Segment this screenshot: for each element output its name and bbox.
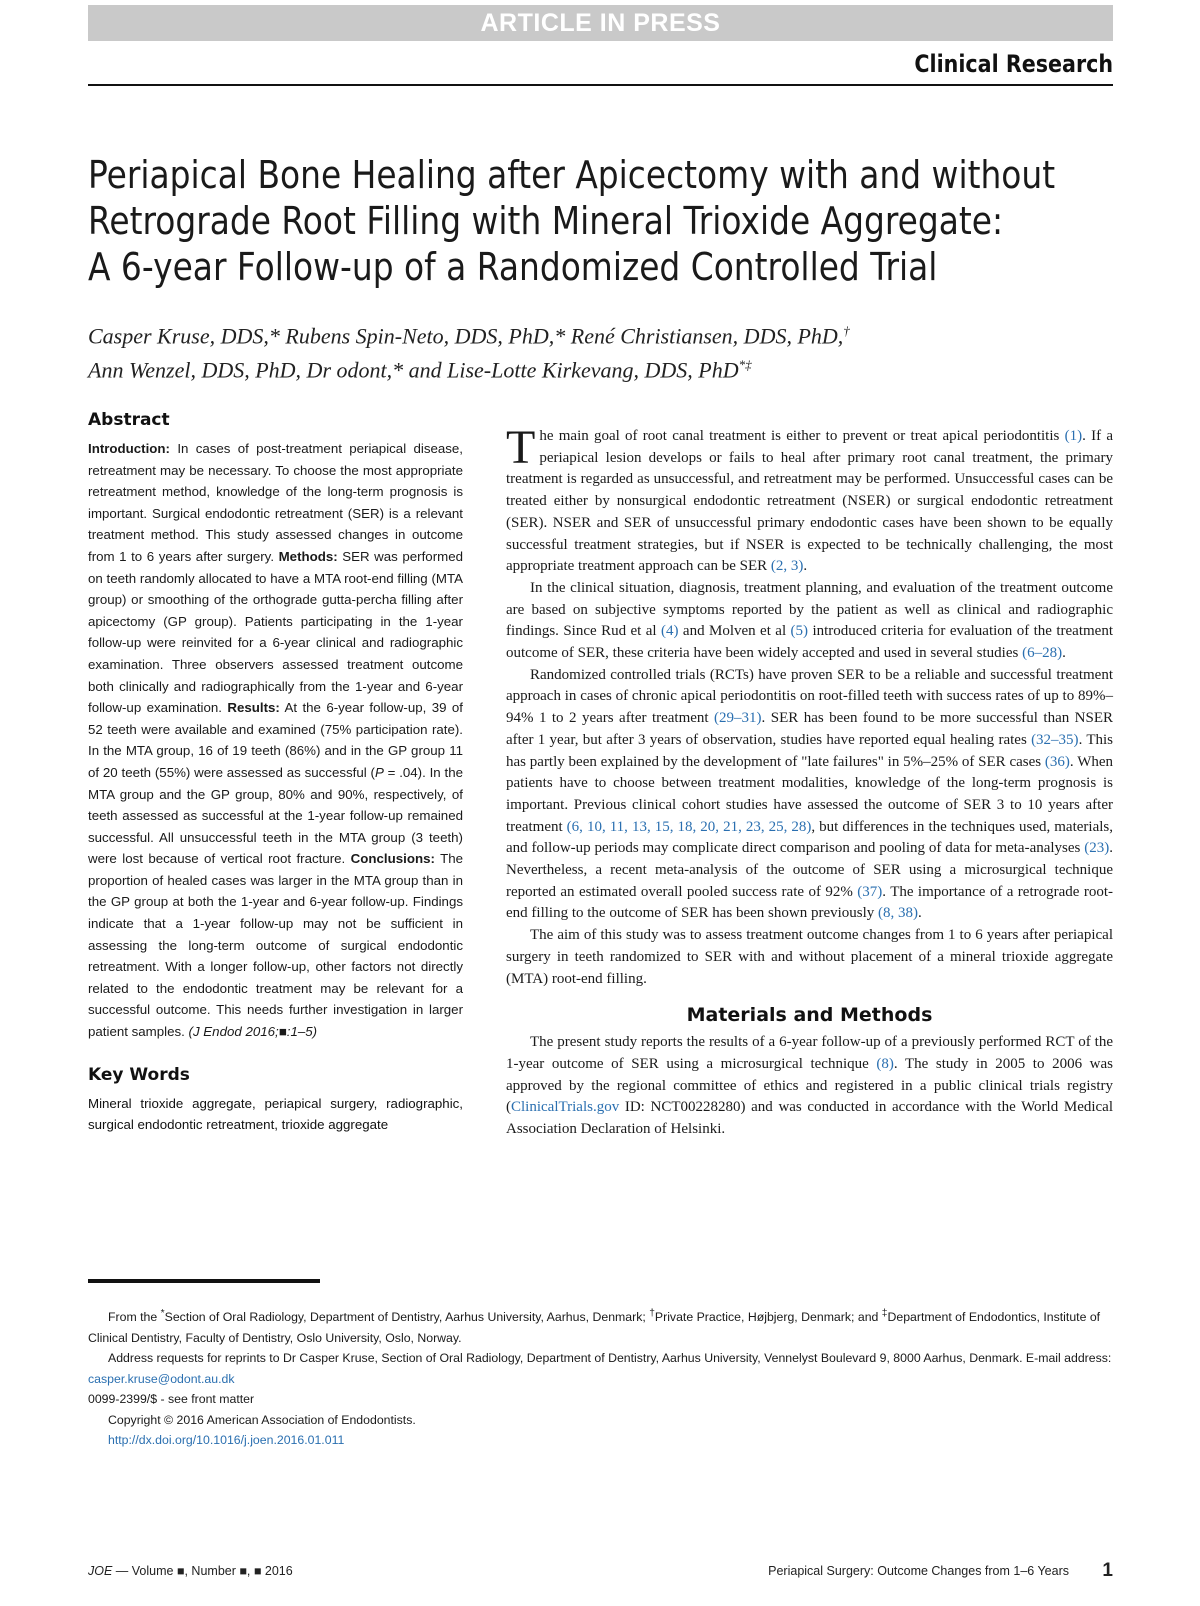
citation-link[interactable]: (1) xyxy=(1064,428,1083,444)
body-paragraph-2: In the clinical situation, diagnosis, treatment planning, and evaluation of the treatment outcome are based on subjective symptoms reported by the patient as well as clinical and radiographic findings. Since Rud et al (4) and Molven et al (5) introduced criteria for evaluation of the treatment outcome of SER, these criteria have been widely accepted and used in several studies (6–28). xyxy=(506,579,1113,662)
text: Private Practice, Højbjerg, Denmark; and xyxy=(654,1310,882,1325)
citation-link[interactable]: (4) xyxy=(660,623,679,640)
abstract-heading: Abstract xyxy=(88,410,170,430)
page-footer xyxy=(88,1560,1113,1584)
abstract-intro-label: Introduction: xyxy=(88,441,170,456)
clinicaltrials-link[interactable]: ClinicalTrials.gov xyxy=(511,1099,620,1116)
address-note xyxy=(88,1348,1113,1389)
citation-link[interactable]: (23) xyxy=(1084,840,1110,857)
section-label: Clinical Research xyxy=(914,50,1113,78)
issue-info: — Volume ■, Number ■, ■ 2016 xyxy=(115,1564,293,1578)
citation-link[interactable]: (6–28) xyxy=(1022,645,1063,662)
body-paragraph-1: The main goal of root canal treatment is either to prevent or treat apical periodontitis (1). If a periapical lesion develops or fails to heal after primary root canal treatment, the primary treatment is regarded as unsuccessful, and retreatment may be performed. Unsuccessful cases can be treated either by nonsurgical endodontic retreatment (NSER) or surgical endodontic retreatment (SER). NSER and SER of unsuccessful primary endodontic cases have been shown to be equally successful treatment strategies, but if NSER is expected to be technically challenging, the most appropriate treatment approach can be SER (2, 3). xyxy=(506,421,1114,575)
doi-note xyxy=(88,1430,1113,1451)
drop-cap: T xyxy=(506,421,536,474)
text: From the xyxy=(108,1310,161,1325)
citation-link[interactable]: (36) xyxy=(1044,753,1070,770)
text: Randomized controlled trials (RCTs) have proven SER to be a reliable and successful treatment approach in cases of chronic apical periodontitis on root-filled teeth with success rates of up to 89%–94% 1 to 2 years after treatment xyxy=(506,666,1113,727)
text: In the clinical situation, diagnosis, treatment planning, and evaluation of the treatment outcome are based on subjective symptoms reported by the patient as well as clinical and radiographic findings. Since Rud et al xyxy=(506,579,1113,640)
citation-link[interactable]: (2, 3) xyxy=(770,558,804,575)
text: The present study reports the results of a 6-year follow-up of a previously performed RCT of the 1-year outcome of SER using a microsurgical technique xyxy=(506,1034,1113,1072)
issn-note: 0099-2399/$ - see front matter xyxy=(88,1392,255,1407)
abstract-citation: (J Endod 2016;■:1–5) xyxy=(188,1024,318,1040)
abstract-intro: In cases of post-treatment periapical disease, retreatment may be necessary. To choose the most appropriate retreatment method, knowledge of the long-term prognosis is important. Surgical endodontic retreatment (SER) is a relevant treatment method. This study assessed changes in outcome from 1 to 6 years after surgery. xyxy=(88,441,463,564)
text: and Molven et al xyxy=(682,623,787,640)
text: Department of Endodontics, Institute of Clinical Dentistry, Faculty of Dentistry, Oslo University, Oslo, Norway. xyxy=(88,1310,1101,1345)
copyright-note: Copyright © 2016 American Association of Endodontists. xyxy=(108,1412,416,1427)
text: ID: NCT00228280) and was conducted in accordance with the World Medical Association Declaration of Helsinki. xyxy=(506,1099,1114,1138)
body-column xyxy=(506,421,1114,1141)
text: he main goal of root canal treatment is either to prevent or treat apical periodontitis xyxy=(539,428,1060,444)
article-title xyxy=(88,152,1056,290)
affiliation-marker: * xyxy=(160,1308,165,1319)
keywords-heading: Key Words xyxy=(88,1064,190,1085)
abstract-methods: SER was performed on teeth randomly allocated to have a MTA root-end filling (MTA group) or smoothing of the orthograde gutta-percha filling after apicectomy (GP group). Patients participating in the 1-year follow-up were reinvited for a 6-year clinical and radiographic examination. Three observers assessed treatment outcome both clinically and radiographically from the 1-year and 6-year follow-up examination. xyxy=(88,548,463,716)
header-divider xyxy=(88,84,1113,86)
text: , but differences in the techniques used, materials, and follow-up periods may complicate direct comparison and pooling of data for meta-analyses xyxy=(506,818,1113,857)
author-list xyxy=(88,316,1018,385)
keywords-text: Mineral trioxide aggregate, periapical surgery, radiographic, surgical endodontic retreatment, trioxide aggregate xyxy=(88,1095,463,1133)
citation-link[interactable]: (29–31) xyxy=(714,710,762,727)
page-number: 1 xyxy=(1102,1560,1113,1581)
text: . Nevertheless, a recent meta-analysis of the outcome of SER using a microsurgical technique reported an estimated overall pooled success rate of 92% xyxy=(506,840,1113,900)
text: . The importance of a retrograde root-end filling to the outcome of SER has been shown previously xyxy=(506,883,1113,922)
text: . When patients have to choose between treatment modalities, knowledge of the long-term prognosis is important. Previous clinical cohort studies have assessed the outcome of SER 3 to 10 years after treatment xyxy=(506,753,1114,835)
text: . If a periapical lesion develops or fails to heal after primary root canal treatment, the primary treatment is regarded as unsuccessful, and retreatment may be performed. Unsuccessful cases can be treated either by nonsurgical endodontic retreatment (NSER) or surgical endodontic retreatment (SER). NSER and SER of unsuccessful primary endodontic cases have been shown to be equally successful treatment strategies, but if NSER is expected to be technically challenging, the most appropriate treatment approach can be SER xyxy=(506,428,1114,575)
text: Address requests for reprints to Dr Casper Kruse, Section of Oral Radiology, Department of Dentistry, Aarhus University, Vennelyst Boulevard 9, 8000 Aarhus, Denmark. E-mail address: xyxy=(108,1351,1112,1366)
abstract-methods-label: Methods: xyxy=(278,548,338,564)
affiliation-marker: *‡ xyxy=(738,357,752,373)
authors-line-2: Ann Wenzel, DDS, PhD, Dr odont,* and Lise-Lotte Kirkevang, DDS, PhD xyxy=(88,357,739,383)
doi-link[interactable]: http://dx.doi.org/10.1016/j.joen.2016.01.011 xyxy=(108,1433,345,1448)
abstract-results-a: At the 6-year follow-up, 39 of 52 teeth were available and examined (75% participation rate). In the MTA group, 16 of 19 teeth (86%) and in the GP group 11 of 20 teeth (55%) were assessed as successful ( xyxy=(88,700,463,780)
text: introduced criteria for evaluation of the treatment outcome of SER, these criteria have been widely accepted and used in several studies xyxy=(506,623,1113,662)
materials-methods-heading: Materials and Methods xyxy=(686,1004,933,1027)
footnote-divider xyxy=(88,1279,320,1283)
body-paragraph-3: Randomized controlled trials (RCTs) have proven SER to be a reliable and successful treatment approach in cases of chronic apical periodontitis on root-filled teeth with success rates of up to 89%–94% 1 to 2 years after treatment (29–31). SER has been found to be more successful than NSER after 1 year, but after 3 years of observation, studies have reported equal healing rates (32–35). This has partly been explained by the development of "late failures" in 5%–25% of SER cases (36). When patients have to choose between treatment modalities, knowledge of the long-term prognosis is important. Previous clinical cohort studies have assessed the outcome of SER 3 to 10 years after treatment (6, 10, 11, 13, 15, 18, 20, 21, 23, 25, 28), but differences in the techniques used, materials, and follow-up periods may complicate direct comparison and pooling of data for meta-analyses (23). Nevertheless, a recent meta-analysis of the outcome of SER using a microsurgical technique reported an estimated overall pooled success rate of 92% (37). The importance of a retrograde root-end filling to the outcome of SER has been shown previously (8, 38). xyxy=(506,666,1114,922)
text: . This has partly been explained by the development of "late failures" in 5%–25% of SER cases xyxy=(506,731,1113,770)
citation-link[interactable]: (5) xyxy=(790,623,809,640)
abstract-conclusions: The proportion of healed cases was larger in the MTA group than in the GP group at both the 1-year and 6-year follow-up. Findings indicate that a 1-year follow-up may not be sufficient in assessing the long-term outcome of surgical endodontic retreatment. With a longer follow-up, other factors not directly related to the endodontic treatment may be relevant for a successful outcome. This needs further investigation in larger patient samples. xyxy=(88,851,463,1040)
running-title: Periapical Surgery: Outcome Changes from 1–6 Years xyxy=(768,1564,1069,1578)
article-in-press-banner: ARTICLE IN PRESS xyxy=(88,5,1113,41)
title-line-1: Periapical Bone Healing after Apicectomy with and without xyxy=(88,153,1056,197)
p-value-symbol: P xyxy=(374,764,384,780)
journal-info xyxy=(88,1564,293,1578)
body-paragraph-5 xyxy=(506,1032,1113,1141)
text: . SER has been found to be more successful than NSER after 1 year, but after 3 years of observation, studies have reported equal healing rates xyxy=(506,710,1114,748)
citation-link[interactable]: (37) xyxy=(857,883,883,900)
citation-link[interactable]: (8, 38) xyxy=(878,905,919,922)
abstract-results-b: = .04). In the MTA group and the GP group, 80% and 90%, respectively, of teeth assessed as successful at the 1-year follow-up remained successful. All unsuccessful teeth in the MTA group (3 teeth) were lost because of vertical root fracture. xyxy=(88,764,463,867)
authors-line-1: Casper Kruse, DDS,* Rubens Spin-Neto, DDS, PhD,* René Christiansen, DDS, PhD, xyxy=(88,323,844,349)
text: . The study in 2005 to 2006 was approved by the regional committee of ethics and registered in a public clinical trials registry ( xyxy=(506,1055,1113,1116)
title-line-3: A 6-year Follow-up of a Randomized Controlled Trial xyxy=(88,245,938,289)
journal-abbrev: JOE xyxy=(88,1564,113,1578)
footnotes xyxy=(88,1304,1113,1451)
citation-link[interactable]: (6, 10, 11, 13, 15, 18, 20, 21, 23, 25, 28) xyxy=(566,818,812,835)
affiliation-marker: ‡ xyxy=(881,1308,888,1319)
citation-link[interactable]: (32–35) xyxy=(1031,731,1079,748)
abstract-conclusions-label: Conclusions: xyxy=(350,851,435,867)
email-link[interactable]: casper.kruse@odont.au.dk xyxy=(88,1371,235,1386)
affiliation-marker: † xyxy=(649,1308,655,1319)
affiliations-note xyxy=(88,1304,1113,1348)
citation-link[interactable]: (8) xyxy=(876,1055,894,1072)
affiliation-marker: † xyxy=(843,323,850,338)
abstract-column xyxy=(88,410,463,1136)
body-paragraph-4: The aim of this study was to assess treatment outcome changes from 1 to 6 years after periapical surgery in teeth randomized to SER with and without placement of a mineral trioxide aggregate (MTA) root-end filling. xyxy=(506,927,1113,987)
text: Section of Oral Radiology, Department of Dentistry, Aarhus University, Aarhus, Denmark; xyxy=(164,1310,650,1325)
abstract-results-label: Results: xyxy=(227,700,280,716)
abstract-text xyxy=(88,438,463,1043)
title-line-2: Retrograde Root Filling with Mineral Trioxide Aggregate: xyxy=(88,199,1004,243)
